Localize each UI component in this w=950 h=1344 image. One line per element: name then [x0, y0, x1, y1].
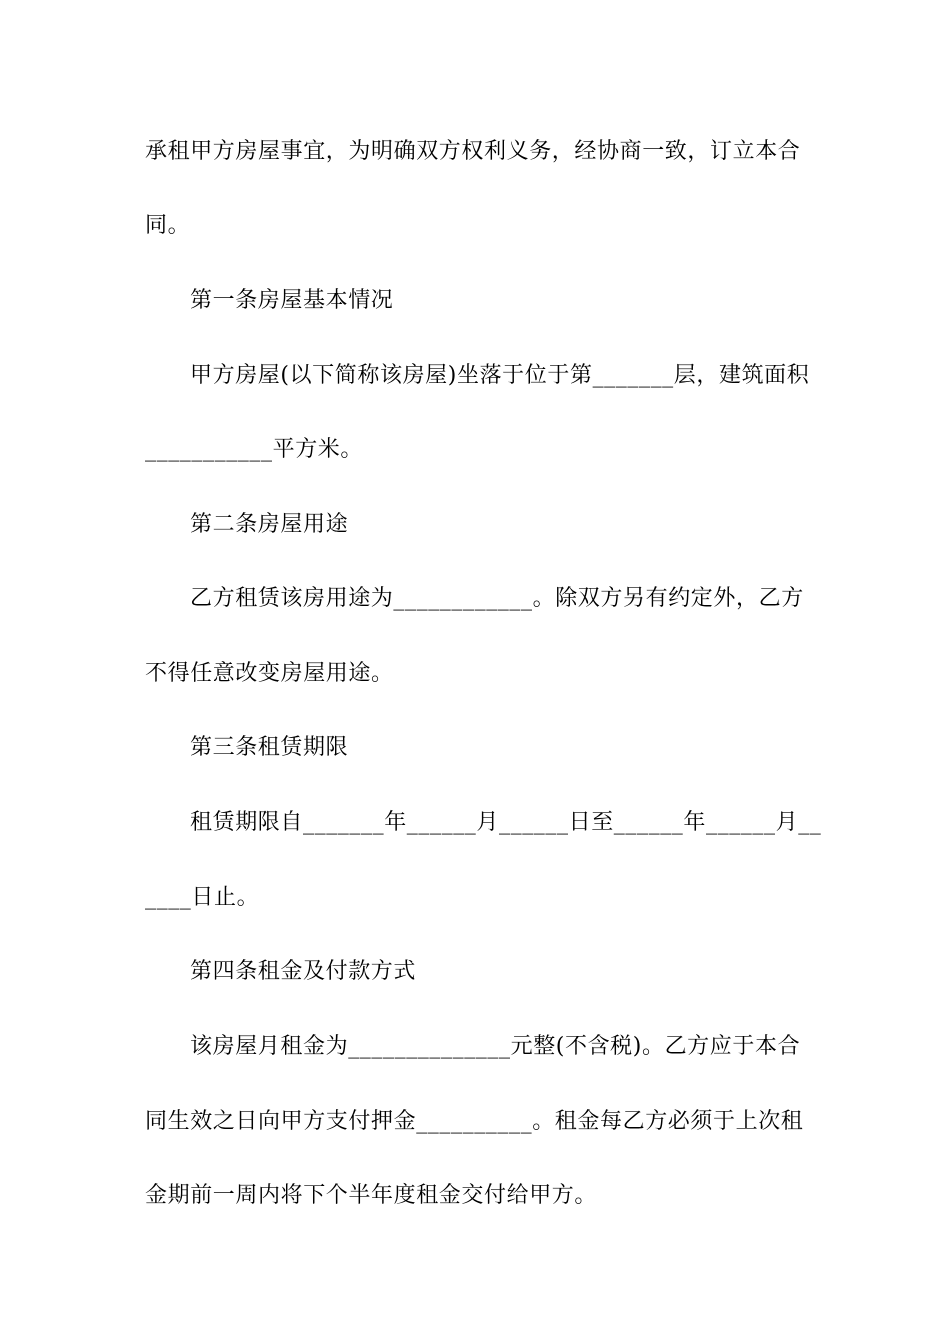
- body-text-line: 不得任意改变房屋用途。: [145, 661, 394, 686]
- section-heading: 第三条租赁期限: [190, 735, 349, 760]
- section-heading: 第二条房屋用途: [190, 512, 349, 537]
- body-text-line: 租赁期限自_______年______月______日至______年______月__: [190, 810, 822, 835]
- body-text-line: ____日止。: [145, 885, 260, 910]
- section-heading: 第四条租金及付款方式: [190, 959, 417, 984]
- body-text-line: 乙方租赁该房用途为____________。除双方另有约定外，乙方: [190, 586, 804, 611]
- body-text-line: 承租甲方房屋事宜，为明确双方权利义务，经协商一致，订立本合: [145, 139, 801, 164]
- body-text-line: 甲方房屋(以下简称该房屋)坐落于位于第_______层，建筑面积: [190, 363, 810, 388]
- body-text-line: 该房屋月租金为______________元整(不含税)。乙方应于本合: [190, 1034, 801, 1059]
- body-text-line: 同。: [145, 213, 191, 238]
- section-heading: 第一条房屋基本情况: [190, 288, 394, 313]
- body-text-line: 同生效之日向甲方支付押金__________。租金每乙方必须于上次租: [145, 1109, 804, 1134]
- body-text-line: ___________平方米。: [145, 437, 364, 462]
- body-text-line: 金期前一周内将下个半年度租金交付给甲方。: [145, 1183, 598, 1208]
